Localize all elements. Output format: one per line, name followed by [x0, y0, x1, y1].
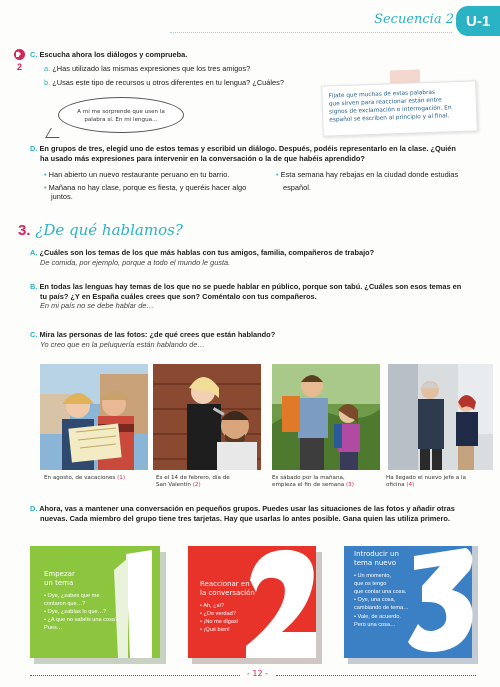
example-answer: Yo creo que en la peluquería están hablando de… — [40, 339, 205, 349]
activity-c-item-a — [44, 64, 250, 74]
note-line: Fíjate que muchas de estas palabras — [328, 89, 436, 100]
section-title-text: ¿De qué hablamos? — [35, 221, 183, 239]
card-item: que os tengo — [354, 581, 387, 588]
item-text: ¿Has utilizado las mismas expresiones que los tres amigos? — [52, 64, 251, 73]
unit-tab: U-1 — [456, 6, 500, 36]
question: En todas las lenguas hay temas de los que no se puede hablar en público, porque son tabú. ¿Cuáles son esos temas en — [39, 282, 462, 291]
card-item: contaron que…? — [44, 601, 86, 608]
caption-number: (2) — [192, 481, 201, 488]
card-item: • ¡Qué bien! — [200, 627, 230, 634]
activity-c-item-b — [44, 78, 284, 88]
item-letter: a. — [44, 64, 51, 73]
card-item: que contar una cosa. — [354, 589, 407, 596]
caption-3 — [272, 475, 384, 489]
card-item: cambiando de tema… — [354, 605, 409, 612]
bullet-text: español. — [283, 182, 311, 192]
photo-hiking — [272, 364, 380, 470]
card-item: Pero una cosa… — [354, 621, 396, 628]
section-title — [18, 221, 183, 241]
caption-number: (4) — [406, 481, 415, 488]
note-line: español se escriben al principio y al final. — [329, 113, 450, 124]
card-items — [354, 572, 409, 629]
sequence-label: Secuencia 2 — [374, 12, 454, 27]
activity-d-bullets-left: • Han abierto un nuevo restaurante peruano en tu barrio. • Mañana no hay clase, porque es fiesta, y queréis hacer algo juntos. — [44, 170, 279, 202]
bullet-text: Esta semana hay rebajas en la ciudad donde estudias — [280, 170, 459, 179]
question: ¿Cuáles son los temas de los que más hablas con tus amigos, familia, compañeros de trabajo? — [39, 248, 375, 257]
caption-text: empieza el fin de semana — [272, 481, 345, 488]
activity-c — [30, 50, 187, 60]
caption-text: Ha llegado el nuevo jefe a la — [386, 475, 466, 481]
card-item: • Oye, ¿sabías lo que…? — [44, 609, 107, 616]
card-title-line: la conversación — [200, 588, 255, 597]
caption-1 — [44, 475, 152, 482]
card-title — [354, 550, 399, 568]
note-line: que sirven para reaccionar están entre — [328, 97, 442, 108]
example-answer: En mi país no se debe hablar de… — [40, 301, 154, 311]
card-items — [44, 592, 118, 633]
speech-bubble-tail — [45, 128, 65, 138]
bullet-text: juntos. — [51, 192, 73, 202]
card-start-topic — [30, 546, 166, 664]
question: tu país? ¿Y en España cuáles crees que son? Coméntalo con tus compañeros. — [40, 291, 317, 301]
bullet-text: Mañana no hay clase, porque es fiesta, y queréis hacer algo — [48, 182, 247, 192]
letter: D. — [30, 504, 38, 513]
section3-a — [30, 248, 374, 267]
card-title-line: Reaccionar en — [200, 580, 250, 588]
card-item: • Vale, de acuerdo. — [354, 613, 401, 620]
track-number: 2 — [17, 62, 23, 72]
caption-number: (3) — [345, 481, 354, 488]
card-item: • Ah, ¿sí? — [200, 603, 225, 609]
card-title-line: tema nuevo — [354, 558, 396, 567]
speech-bubble — [58, 97, 184, 133]
photo-hairdresser — [153, 364, 261, 470]
caption-text: Es sábado por la mañana, — [272, 475, 345, 481]
card-item: • Oye, una cosa, — [354, 597, 396, 604]
note-line: signos de exclamación o interrogación. En — [328, 105, 452, 116]
card-title-line: Empezar — [44, 570, 75, 578]
footer-divider-right — [276, 675, 476, 676]
photo-office — [388, 364, 493, 470]
audio-icon[interactable] — [14, 49, 25, 60]
caption-text: En agosto, de vacaciones — [44, 475, 116, 481]
card-item: • ¡No me digas! — [200, 619, 239, 626]
page-number: - 12 - — [247, 669, 269, 678]
letter: B. — [30, 282, 38, 291]
card-item: • ¿De verdad? — [200, 611, 236, 618]
activity-c-instruction: Escucha ahora los diálogos y comprueba. — [39, 50, 188, 59]
item-text: ¿Usas este tipo de recursos u otros diferentes en tu lengua? ¿Cuáles? — [52, 78, 284, 87]
card-item: Pues… — [44, 625, 63, 632]
card-title-line: Introducir un — [354, 550, 399, 558]
caption-2 — [156, 475, 264, 489]
activity-d-line: ha usado más expresiones para intervenir en la conversación o la de que habéis aprendido? — [40, 153, 365, 163]
card-items — [200, 602, 238, 634]
card-item: • ¿A que no sabéis una cosa? — [44, 617, 119, 624]
bubble-line: palabra sí. En mi lengua… — [84, 117, 158, 124]
caption-text: Es el 14 de febrero, día de — [156, 475, 230, 481]
activity-c-letter: C. — [30, 50, 38, 59]
question: Mira las personas de las fotos: ¿de qué crees que están hablando? — [39, 330, 276, 339]
caption-number: (1) — [117, 475, 126, 481]
caption-text: San Valentín — [156, 481, 191, 488]
example-answer: De comida, por ejemplo, porque a todo el mundo le gusta. — [40, 257, 231, 267]
photo-vacation — [40, 364, 148, 470]
activity-d-letter: D. — [30, 144, 38, 153]
card-item: • Oye, ¿sabes que me — [44, 593, 100, 599]
section3-d — [30, 504, 496, 523]
section-number: 3. — [18, 222, 31, 239]
footer-divider-left — [30, 675, 240, 676]
card-title — [44, 570, 75, 588]
card-new-topic — [344, 546, 478, 664]
card-title-line: un tema — [44, 578, 74, 587]
header-divider — [170, 32, 452, 33]
card-title — [200, 580, 255, 598]
item-letter: b. — [44, 78, 51, 87]
caption-4 — [386, 475, 496, 489]
grammar-note — [321, 80, 478, 136]
card-react — [188, 546, 322, 664]
activity-d-line: En grupos de tres, elegid uno de estos temas y escribid un diálogo. Después, podéis representarlo en la clase. ¿Quién — [39, 144, 456, 153]
section3-b — [30, 282, 496, 311]
instruction: Ahora, vas a mantener una conversación en pequeños grupos. Puedes usar las situaciones de las fotos y añadir otras — [39, 504, 455, 513]
activity-d — [30, 144, 492, 163]
caption-text: oficina — [386, 481, 405, 488]
section3-c — [30, 330, 275, 349]
instruction: nuevas. Cada miembro del grupo tiene tres tarjetas. Hay que usarlas lo antes posible. Gana quien las utiliza primero. — [40, 513, 450, 523]
letter: C. — [30, 330, 38, 339]
bubble-line: A mí me sorprende que usen la — [77, 109, 165, 115]
bullet-text: Han abierto un nuevo restaurante peruano en tu barrio. — [48, 170, 230, 179]
card-item: • Un momento, — [354, 573, 392, 579]
letter: A. — [30, 248, 38, 257]
activity-d-bullets-right: • Esta semana hay rebajas en la ciudad donde estudias español. — [276, 170, 492, 192]
